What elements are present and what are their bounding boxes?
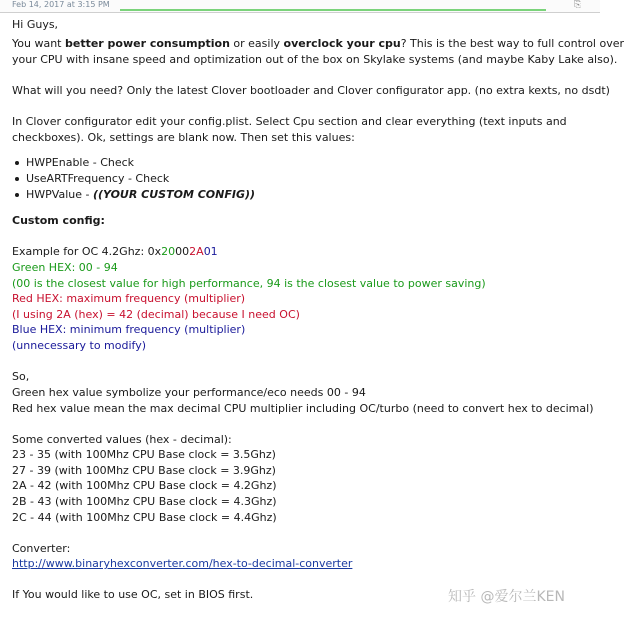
converted-heading: Some converted values (hex - decimal):: [12, 433, 232, 446]
blue-hex-line: Blue HEX: minimum frequency (multiplier): [12, 323, 246, 336]
post-link-icon[interactable]: ⎘: [574, 0, 582, 10]
intro-line-2: your CPU with insane speed and optimization out of the box on Skylake systems (and maybe Kaby Lake also).: [12, 53, 618, 66]
intro-text-2: or easily: [229, 37, 284, 50]
converted-row: 23 - 35 (with 100Mhz CPU Base clock = 3.5Ghz): [12, 448, 276, 461]
post-header-bar: [0, 0, 600, 13]
intro-text-3: ? This is the best way to full control over: [400, 37, 624, 50]
instructions-line-1: In Clover configurator edit your config.plist. Select Cpu section and clear everything (text inputs and: [12, 115, 567, 128]
bullet-hwpvalue-label: HWPValue -: [26, 188, 93, 201]
custom-config-heading: Custom config:: [12, 214, 105, 227]
red-hex-line: Red HEX: maximum frequency (multiplier): [12, 292, 246, 305]
bios-line: If You would like to use OC, set in BIOS first.: [12, 588, 254, 601]
post-date: Feb 14, 2017 at 3:15 PM: [12, 0, 110, 9]
bullet-hwpvalue-custom: ((YOUR CUSTOM CONFIG)): [92, 188, 256, 201]
watermark-text: 知乎 @爱尔兰KEN: [448, 589, 565, 605]
bullet-hwpenable: HWPEnable - Check: [26, 156, 135, 169]
converted-row: 2B - 43 (with 100Mhz CPU Base clock = 4.3Ghz): [12, 495, 277, 508]
green-hex-line: Green HEX: 00 - 94: [12, 261, 118, 274]
intro-bold-overclock: overclock your cpu: [283, 37, 401, 50]
converted-row: 2C - 44 (with 100Mhz CPU Base clock = 4.4Ghz): [12, 511, 277, 524]
example-prefix: Example for OC 4.2Ghz: 0x: [12, 245, 162, 258]
example-line: [12, 244, 218, 259]
red-note-line: (I using 2A (hex) = 42 (decimal) because I need OC): [12, 308, 300, 321]
example-red-hex: 2A: [189, 245, 204, 258]
example-middle-hex: 00: [175, 245, 190, 258]
greeting: Hi Guys,: [12, 18, 59, 31]
so-green-line: Green hex value symbolize your performance/eco needs 00 - 94: [12, 386, 366, 399]
blue-note-line: (unnecessary to modify): [12, 339, 147, 352]
converter-link[interactable]: http://www.binaryhexconverter.com/hex-to-decimal-converter: [12, 557, 353, 570]
instructions-line-2: checkboxes). Ok, settings are blank now. Then set this values:: [12, 131, 355, 144]
bullet-hwpvalue: [26, 187, 255, 202]
converted-row: 2A - 42 (with 100Mhz CPU Base clock = 4.2Ghz): [12, 479, 277, 492]
converted-row: 27 - 39 (with 100Mhz CPU Base clock = 3.9Ghz): [12, 464, 276, 477]
so-red-line: Red hex value mean the max decimal CPU multiplier including OC/turbo (need to convert hex to decimal): [12, 402, 594, 415]
example-blue-hex: 01: [203, 245, 218, 258]
example-green-hex: 20: [161, 245, 176, 258]
intro-bold-power: better power consumption: [64, 37, 230, 50]
need-line: What will you need? Only the latest Clover bootloader and Clover configurator app. (no extra kexts, no dsdt): [12, 84, 610, 97]
green-note-line: (00 is the closest value for high performance, 94 is the closest value to power saving): [12, 277, 486, 290]
intro-line-1: [12, 36, 624, 51]
header-divider: [120, 9, 546, 11]
converter-label: Converter:: [12, 542, 71, 555]
intro-text-1: You want: [12, 37, 65, 50]
so-line: So,: [12, 370, 30, 383]
bullet-useartfrequency: UseARTFrequency - Check: [26, 172, 170, 185]
